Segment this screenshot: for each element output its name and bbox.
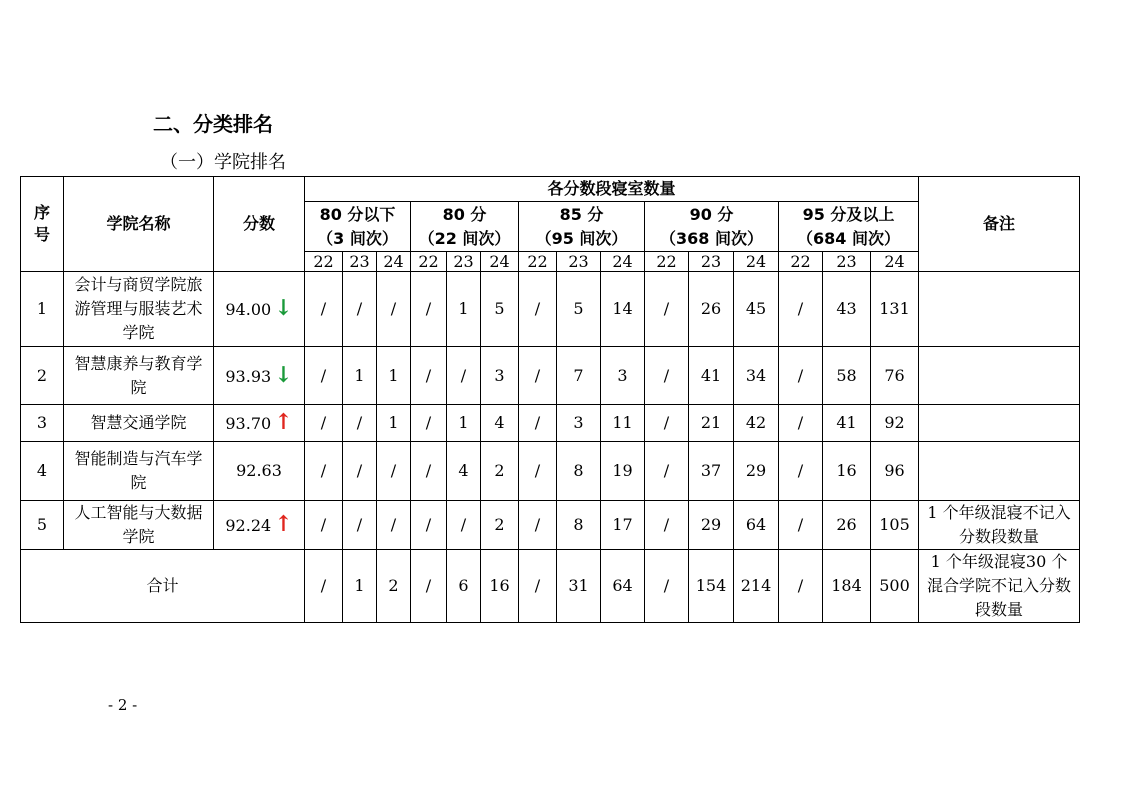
header-band-line1: 95 分及以上	[802, 204, 895, 224]
total-count: 6	[447, 550, 481, 623]
row-count: /	[779, 442, 823, 501]
total-label: 合计	[21, 550, 305, 623]
total-count: 2	[377, 550, 411, 623]
arrow-down-icon: ↓	[274, 361, 293, 388]
row-count: /	[519, 442, 557, 501]
arrow-up-icon: ↑	[274, 511, 293, 537]
row-count: /	[377, 501, 411, 550]
row-count: /	[343, 442, 377, 501]
header-year: 23	[689, 252, 734, 272]
row-count: 105	[871, 501, 919, 550]
row-count: /	[519, 501, 557, 550]
row-index: 3	[21, 405, 64, 442]
table-row	[21, 442, 1080, 501]
row-count: 5	[557, 272, 601, 347]
row-count: /	[447, 347, 481, 405]
score-value: 93.70	[225, 414, 272, 433]
header-year: 24	[871, 252, 919, 272]
row-count: /	[377, 272, 411, 347]
row-count: 16	[823, 442, 871, 501]
row-count: 8	[557, 442, 601, 501]
row-score	[214, 347, 305, 405]
header-group: 各分数段寝室数量	[305, 177, 919, 202]
total-count: /	[411, 550, 447, 623]
row-remark	[919, 405, 1080, 442]
row-count: /	[411, 272, 447, 347]
row-count: /	[305, 405, 343, 442]
score-value: 92.63	[236, 461, 282, 480]
page-number: - 2 -	[108, 696, 138, 714]
header-year: 23	[823, 252, 871, 272]
row-count: 14	[601, 272, 645, 347]
row-count: 43	[823, 272, 871, 347]
header-band-line1: 90 分	[689, 204, 734, 224]
row-count: 3	[601, 347, 645, 405]
header-band	[645, 202, 779, 252]
row-count: 5	[481, 272, 519, 347]
sub-title: （一）学院排名	[160, 152, 286, 173]
score-value: 94.00	[225, 300, 272, 319]
total-count: 64	[601, 550, 645, 623]
row-count: 1	[377, 347, 411, 405]
total-count: 184	[823, 550, 871, 623]
score-value: 93.93	[225, 366, 272, 386]
row-count: 37	[689, 442, 734, 501]
section-title: 二、分类排名	[153, 112, 273, 136]
header-band-line1: 80 分	[442, 204, 487, 224]
total-count: 1	[343, 550, 377, 623]
row-count: /	[377, 442, 411, 501]
header-year: 23	[557, 252, 601, 272]
row-count: /	[519, 347, 557, 405]
row-index: 5	[21, 501, 64, 550]
row-count: 96	[871, 442, 919, 501]
header-band-line2: （684 间次）	[797, 228, 900, 248]
row-count: 131	[871, 272, 919, 347]
row-count: 11	[601, 405, 645, 442]
row-count: /	[411, 347, 447, 405]
row-count: 3	[557, 405, 601, 442]
row-score	[214, 405, 305, 442]
row-count: /	[645, 442, 689, 501]
header-year: 22	[411, 252, 447, 272]
arrow-up-icon: ↑	[274, 409, 293, 435]
row-count: /	[645, 405, 689, 442]
row-college: 智慧交通学院	[64, 405, 214, 442]
header-year: 22	[645, 252, 689, 272]
score-value: 92.24	[225, 516, 272, 535]
header-band-line1: 80 分以下	[319, 204, 396, 224]
college-ranking-table	[20, 176, 1080, 623]
row-score	[214, 272, 305, 347]
header-score: 分数	[214, 177, 305, 272]
row-count: 3	[481, 347, 519, 405]
row-count: /	[779, 405, 823, 442]
row-count: 64	[734, 501, 779, 550]
arrow-down-icon: ↓	[274, 295, 293, 321]
row-count: 4	[481, 405, 519, 442]
header-band-line2: （368 间次）	[660, 228, 763, 248]
total-count: 214	[734, 550, 779, 623]
header-index: 序号	[21, 177, 64, 272]
row-count: 8	[557, 501, 601, 550]
row-college: 智慧康养与教育学院	[64, 347, 214, 405]
header-band	[519, 202, 645, 252]
header-year: 23	[447, 252, 481, 272]
header-year: 24	[601, 252, 645, 272]
row-count: 34	[734, 347, 779, 405]
header-year: 22	[519, 252, 557, 272]
header-band-line2: （22 间次）	[418, 228, 511, 248]
row-count: 17	[601, 501, 645, 550]
total-count: 154	[689, 550, 734, 623]
total-count: 500	[871, 550, 919, 623]
header-band-line2: （95 间次）	[535, 228, 628, 248]
row-count: 41	[689, 347, 734, 405]
row-count: /	[519, 405, 557, 442]
header-band	[305, 202, 411, 252]
row-count: 29	[734, 442, 779, 501]
header-year: 24	[377, 252, 411, 272]
row-index: 1	[21, 272, 64, 347]
row-count: /	[779, 501, 823, 550]
row-count: 29	[689, 501, 734, 550]
row-count: /	[779, 272, 823, 347]
row-count: /	[305, 347, 343, 405]
row-count: 45	[734, 272, 779, 347]
row-count: 21	[689, 405, 734, 442]
row-college: 人工智能与大数据学院	[64, 501, 214, 550]
row-count: 19	[601, 442, 645, 501]
row-count: 2	[481, 442, 519, 501]
row-remark	[919, 347, 1080, 405]
total-count: 31	[557, 550, 601, 623]
row-count: 92	[871, 405, 919, 442]
total-count: /	[519, 550, 557, 623]
table-row	[21, 501, 1080, 550]
row-remark: 1 个年级混寝不记入分数段数量	[919, 501, 1080, 550]
header-year: 24	[481, 252, 519, 272]
row-count: 26	[689, 272, 734, 347]
row-remark	[919, 272, 1080, 347]
row-count: 1	[377, 405, 411, 442]
row-count: 1	[447, 272, 481, 347]
row-index: 2	[21, 347, 64, 405]
total-count: /	[645, 550, 689, 623]
row-count: 26	[823, 501, 871, 550]
row-count: /	[645, 347, 689, 405]
row-count: /	[411, 501, 447, 550]
row-count: /	[645, 272, 689, 347]
header-remark: 备注	[919, 177, 1080, 272]
total-count: /	[305, 550, 343, 623]
total-count: /	[779, 550, 823, 623]
row-count: /	[519, 272, 557, 347]
row-count: 7	[557, 347, 601, 405]
total-count: 16	[481, 550, 519, 623]
row-count: 42	[734, 405, 779, 442]
total-remark: 1 个年级混寝30 个混合学院不记入分数段数量	[919, 550, 1080, 623]
table-row	[21, 405, 1080, 442]
header-band	[779, 202, 919, 252]
table-row	[21, 347, 1080, 405]
row-college: 会计与商贸学院旅游管理与服装艺术学院	[64, 272, 214, 347]
row-remark	[919, 442, 1080, 501]
header-year: 24	[734, 252, 779, 272]
row-count: /	[305, 272, 343, 347]
row-count: /	[645, 501, 689, 550]
row-count: /	[305, 442, 343, 501]
row-count: 1	[343, 347, 377, 405]
row-count: 1	[447, 405, 481, 442]
row-count: 76	[871, 347, 919, 405]
row-count: /	[343, 272, 377, 347]
row-count: /	[411, 405, 447, 442]
row-score	[214, 501, 305, 550]
header-year: 23	[343, 252, 377, 272]
row-count: /	[411, 442, 447, 501]
row-count: 58	[823, 347, 871, 405]
row-college: 智能制造与汽车学院	[64, 442, 214, 501]
table-row	[21, 272, 1080, 347]
row-count: /	[447, 501, 481, 550]
total-row	[21, 550, 1080, 623]
row-count: /	[343, 405, 377, 442]
row-count: /	[779, 347, 823, 405]
row-index: 4	[21, 442, 64, 501]
header-college: 学院名称	[64, 177, 214, 272]
row-count: 4	[447, 442, 481, 501]
header-band-line2: （3 间次）	[317, 228, 398, 248]
row-count: 41	[823, 405, 871, 442]
row-score	[214, 442, 305, 501]
header-band-line1: 85 分	[559, 204, 604, 224]
row-count: /	[343, 501, 377, 550]
row-count: /	[305, 501, 343, 550]
row-count: 2	[481, 501, 519, 550]
header-year: 22	[779, 252, 823, 272]
header-band	[411, 202, 519, 252]
header-year: 22	[305, 252, 343, 272]
